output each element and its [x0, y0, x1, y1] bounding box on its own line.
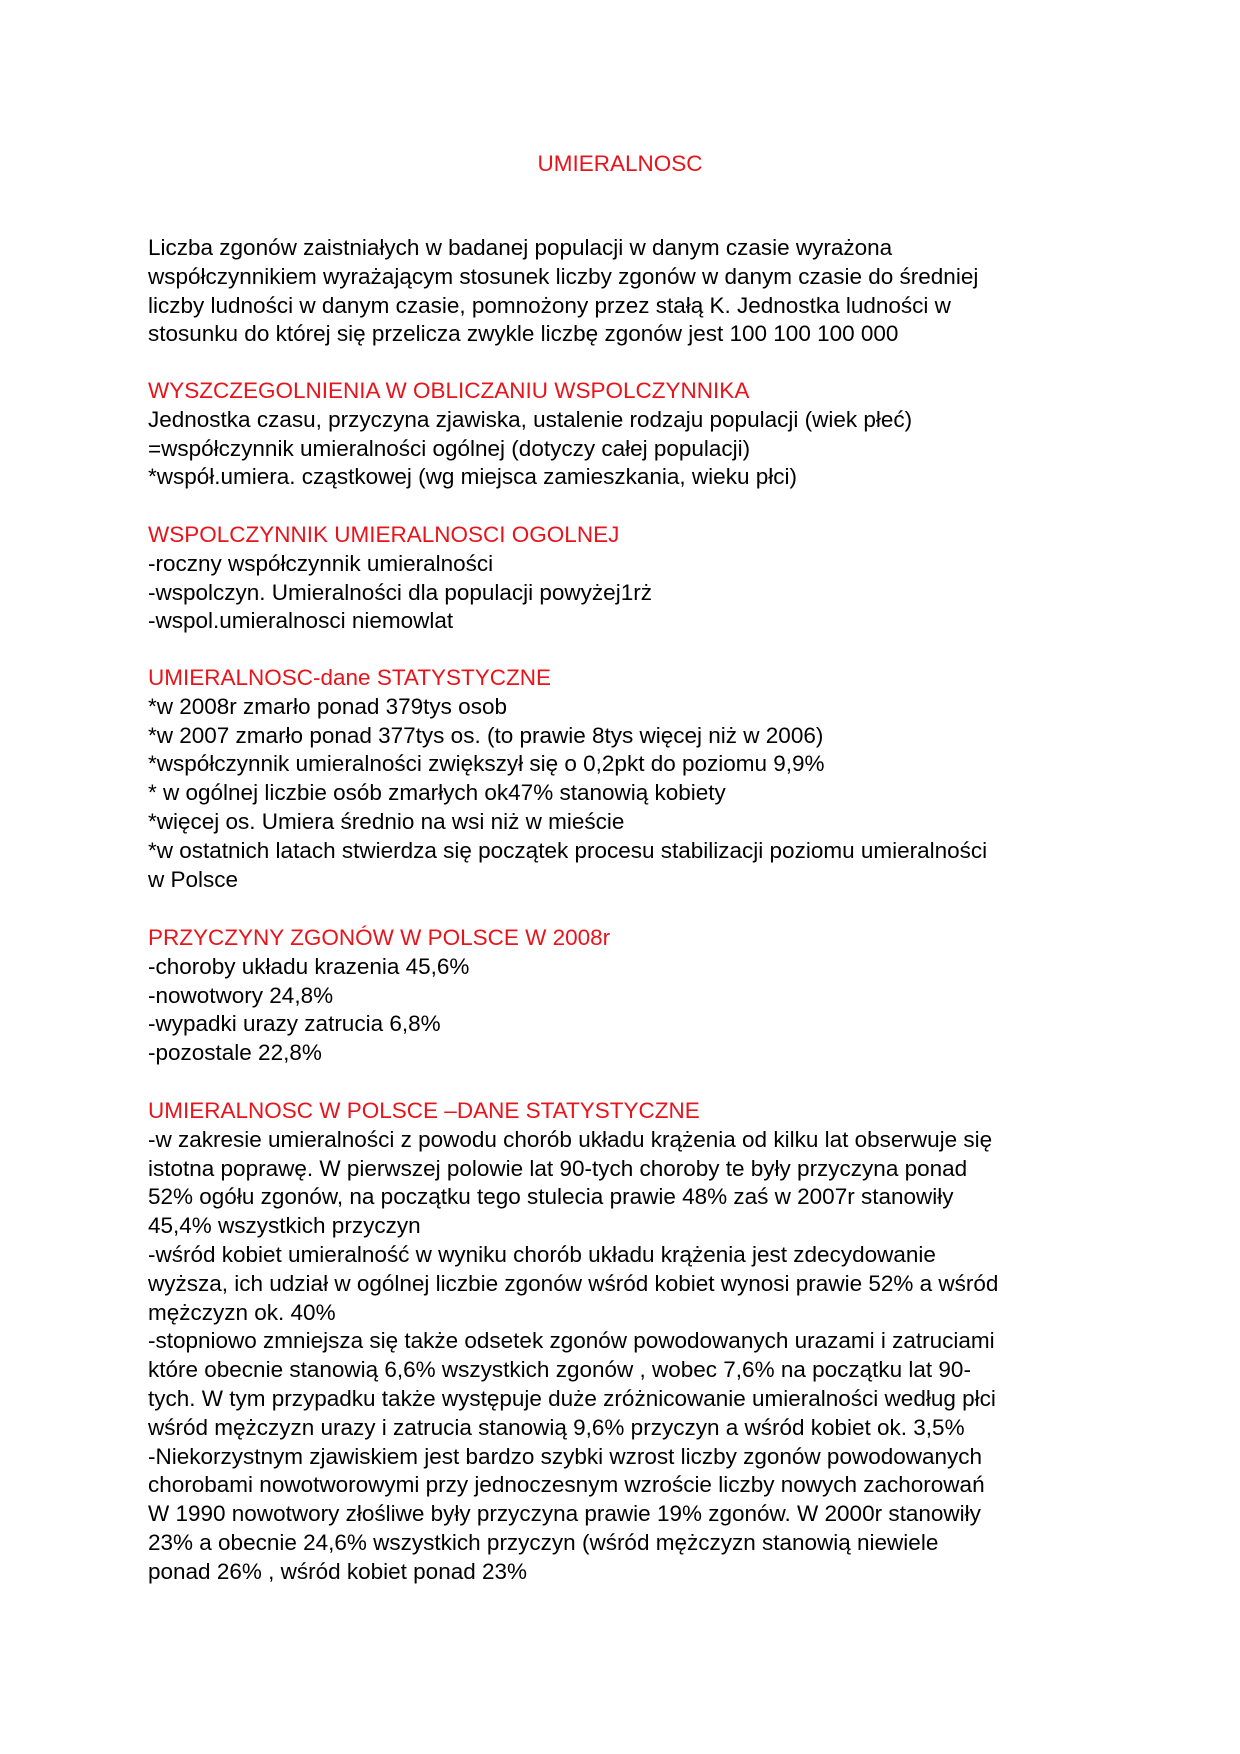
paragraph-line: które obecnie stanowią 6,6% wszystkich zgonów , wobec 7,6% na początku lat 90- [148, 1357, 971, 1383]
paragraph-line: -w zakresie umieralności z powodu chorób układu krążenia od kilku lat obserwuje się [148, 1126, 993, 1152]
paragraph-line: *w 2008r zmarło ponad 379tys osob [148, 693, 507, 719]
intro-paragraph [148, 234, 1108, 349]
paragraph-line: -wśród kobiet umieralność w wyniku chorób układu krążenia jest zdecydowanie [148, 1241, 936, 1267]
paragraph-line: istotna poprawę. W pierwszej polowie lat 90-tych choroby te były przyczyna ponad [148, 1155, 968, 1181]
paragraph-line: mężczyzn ok. 40% [148, 1299, 336, 1325]
paragraph-line: *współ.umiera. cząstkowej (wg miejsca zamieszkania, wieku płci) [148, 464, 797, 490]
paragraph-line: -Niekorzystnym zjawiskiem jest bardzo szybki wzrost liczby zgonów powodowanych [148, 1443, 983, 1469]
section-general-mortality-rate [148, 521, 1108, 636]
paragraph-line: =współczynnik umieralności ogólnej (dotyczy całej populacji) [148, 435, 751, 461]
paragraph-line: Liczba zgonów zaistniałych w badanej populacji w danym czasie wyrażona [148, 235, 893, 260]
paragraph-line: stosunku do której się przelicza zwykle liczbę zgonów jest 100 100 100 000 [148, 321, 899, 347]
paragraph-line: 45,4% wszystkich przyczyn [148, 1213, 421, 1239]
section-heading: WYSZCZEGOLNIENIA W OBLICZANIU WSPOLCZYNNIKA [148, 378, 750, 403]
paragraph-line: -stopniowo zmniejsza się także odsetek zgonów powodowanych urazami i zatruciami [148, 1328, 995, 1354]
paragraph-line: liczby ludności w danym czasie, pomnożony przez stałą K. Jednostka ludności w [148, 292, 951, 318]
paragraph-line: tych. W tym przypadku także występuje duże zróżnicowanie umieralności według płci [148, 1385, 996, 1411]
paragraph-line: -wspol.umieralnosci niemowlat [148, 608, 454, 634]
section-heading: WSPOLCZYNNIK UMIERALNOSCI OGOLNEJ [148, 522, 620, 547]
section-poland-statistics [148, 1097, 1108, 1587]
paragraph-line: -nowotwory 24,8% [148, 982, 334, 1008]
section-heading: UMIERALNOSC-dane STATYSTYCZNE [148, 665, 552, 690]
paragraph-line: współczynnikiem wyrażającym stosunek liczby zgonów w danym czasie do średniej [148, 263, 979, 289]
paragraph-line: Jednostka czasu, przyczyna zjawiska, ustalenie rodzaju populacji (wiek płeć) [148, 406, 913, 432]
paragraph-line: *więcej os. Umiera średnio na wsi niż w mieście [148, 808, 625, 834]
section-heading: UMIERALNOSC W POLSCE –DANE STATYSTYCZNE [148, 1098, 700, 1123]
paragraph-line: wśród mężczyzn urazy i zatrucia stanowią 9,6% przyczyn a wśród kobiet ok. 3,5% [148, 1414, 965, 1440]
paragraph-line: *w 2007 zmarło ponad 377tys os. (to prawie 8tys więcej niż w 2006) [148, 722, 824, 748]
paragraph-line: 52% ogółu zgonów, na początku tego stulecia prawie 48% zaś w 2007r stanowiły [148, 1184, 954, 1210]
document-title: UMIERALNOSC [537, 151, 703, 176]
paragraph-line: chorobami nowotworowymi przy jednoczesnym wzroście liczby nowych zachorowań [148, 1472, 985, 1498]
paragraph-line: -roczny współczynnik umieralności [148, 550, 494, 576]
paragraph-line: wyższa, ich udział w ogólnej liczbie zgonów wśród kobiet wynosi prawie 52% a wśród [148, 1270, 999, 1296]
paragraph-line: *w ostatnich latach stwierdza się początek procesu stabilizacji poziomu umieralności [148, 837, 988, 863]
paragraph-line: * w ogólnej liczbie osób zmarłych ok47% stanowią kobiety [148, 780, 726, 806]
section-statistical-data [148, 664, 1108, 894]
paragraph-line: 23% a obecnie 24,6% wszystkich przyczyn (wśród mężczyzn stanowią niewiele [148, 1529, 939, 1555]
paragraph-line: -wypadki urazy zatrucia 6,8% [148, 1011, 441, 1037]
paragraph-line: ponad 26% , wśród kobiet ponad 23% [148, 1558, 528, 1584]
paragraph-line: -pozostale 22,8% [148, 1040, 322, 1066]
section-coefficient-breakdown [148, 377, 1108, 492]
paragraph-line: -wspolczyn. Umieralności dla populacji powyżej1rż [148, 579, 652, 605]
paragraph-line: *współczynnik umieralności zwiększył się o 0,2pkt do poziomu 9,9% [148, 751, 825, 777]
paragraph-line: -choroby układu krazenia 45,6% [148, 953, 470, 979]
section-causes-of-death [148, 924, 1108, 1068]
paragraph-line: W 1990 nowotwory złośliwe były przyczyna prawie 19% zgonów. W 2000r stanowiły [148, 1501, 981, 1527]
paragraph-line: w Polsce [148, 866, 239, 892]
section-heading: PRZYCZYNY ZGONÓW W POLSCE W 2008r [148, 925, 611, 950]
